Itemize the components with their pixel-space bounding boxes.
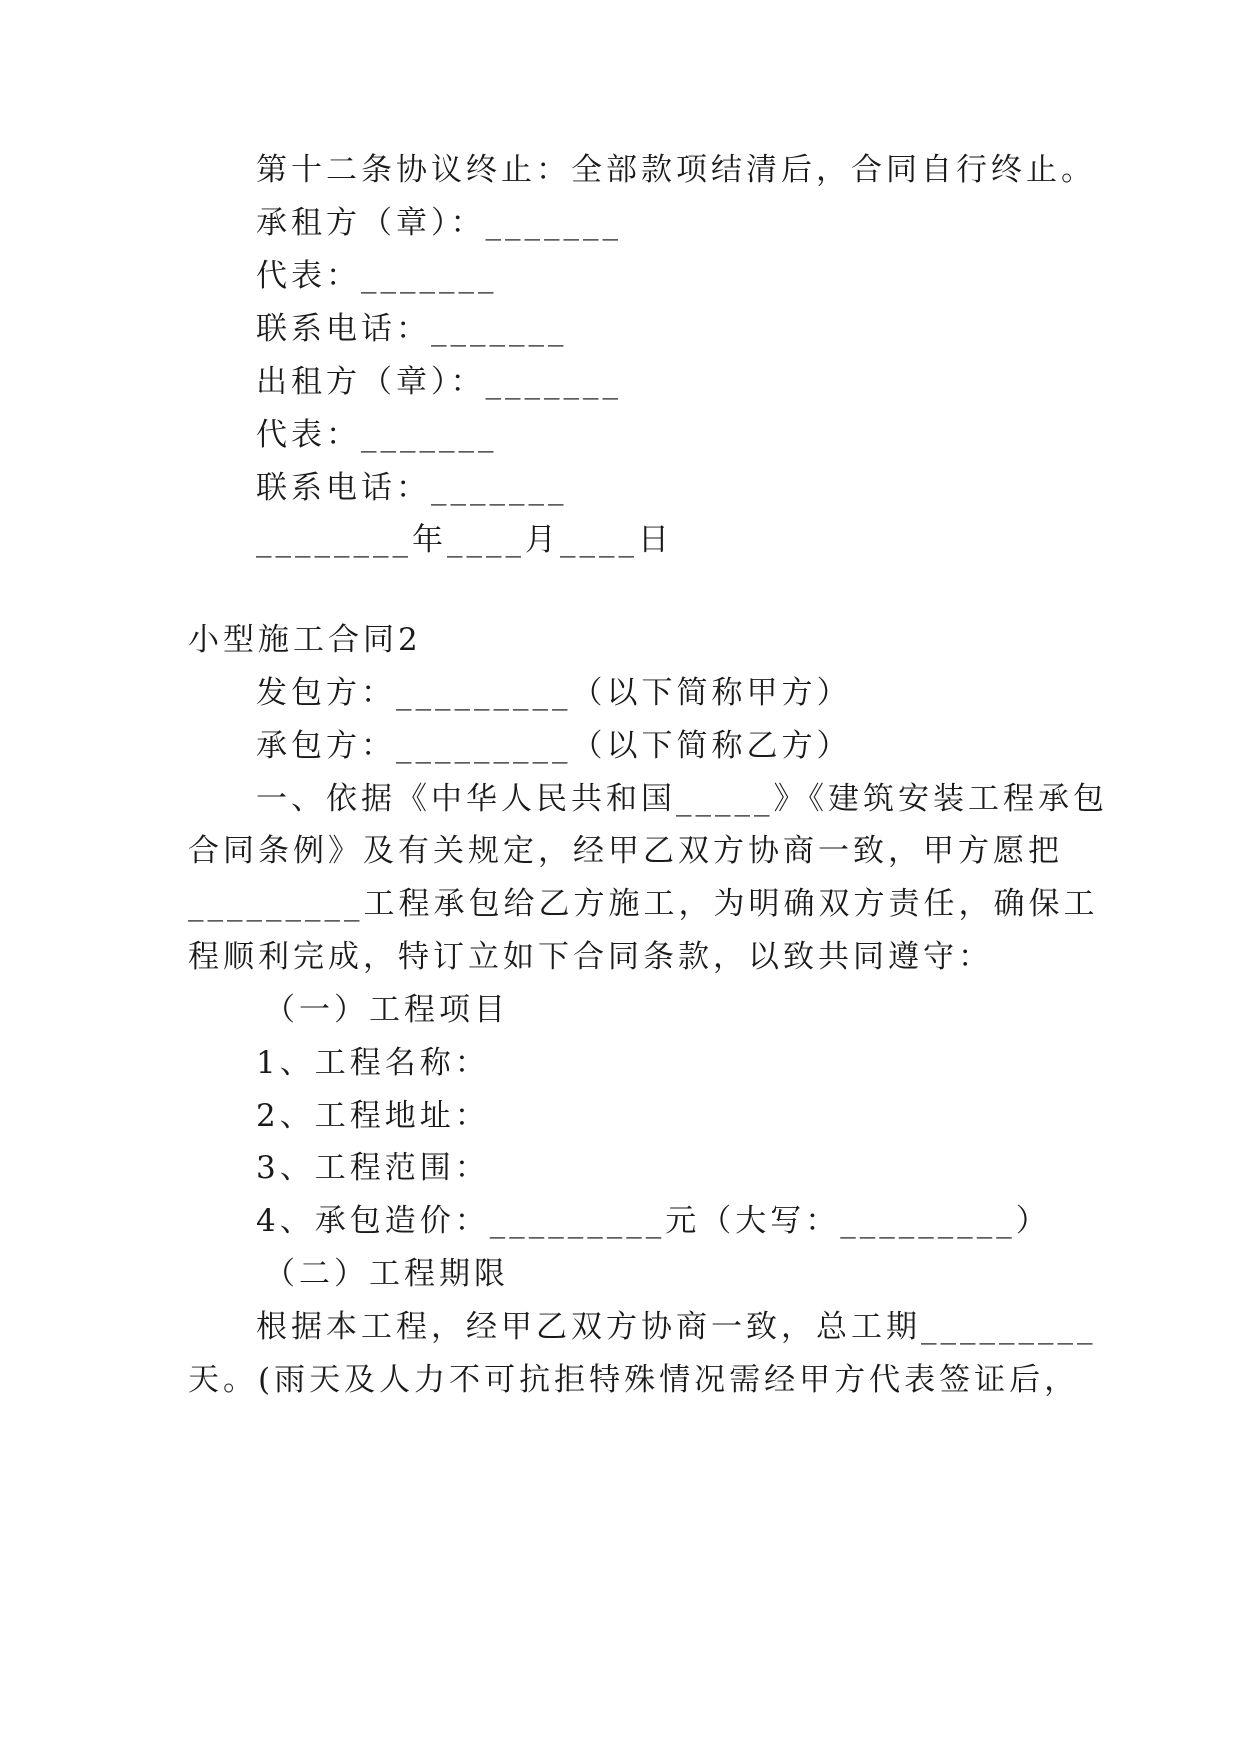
clause-1-line-2: 合同条例》及有关规定，经甲乙双方协商一致，甲方愿把 (188, 833, 1063, 869)
lessor-phone-line: 联系电话：_______ (256, 470, 568, 506)
employer-line: 发包方：_________（以下简称甲方） (256, 675, 852, 711)
clause-1-line-4: 程顺利完成，特订立如下合同条款，以致共同遵守： (188, 939, 993, 975)
project-item-address: 2、工程地址： (256, 1098, 490, 1134)
period-line-2: 天。(雨天及人力不可抗拒特殊情况需经甲方代表签证后， (188, 1362, 1080, 1398)
project-item-scope: 3、工程范围： (256, 1150, 490, 1186)
clause-1-line-1: 一、依据《中华人民共和国_____》《建筑安装工程承包 (256, 781, 1108, 817)
lessee-phone-line: 联系电话：_______ (256, 311, 568, 347)
lessee-seal-line: 承租方（章）：_______ (256, 205, 622, 241)
article-12-termination: 第十二条协议终止：全部款项结清后，合同自行终止。 (256, 152, 1096, 188)
project-item-name: 1、工程名称： (256, 1045, 490, 1081)
contract-title: 小型施工合同2 (188, 622, 422, 658)
lessor-representative-line: 代表：_______ (256, 417, 498, 453)
contractor-line: 承包方：_________（以下简称乙方） (256, 728, 852, 764)
period-heading: （二）工程期限 (264, 1256, 509, 1292)
project-heading: （一）工程项目 (264, 992, 509, 1028)
period-line-1: 根据本工程，经甲乙双方协商一致，总工期_________ (256, 1309, 1097, 1345)
date-line: ________年____月____日 (256, 522, 673, 558)
clause-1-line-3: _________工程承包给乙方施工，为明确双方责任，确保工 (188, 886, 1099, 922)
lessee-representative-line: 代表：_______ (256, 258, 498, 294)
project-item-price: 4、承包造价：_________元（大写：_________） (256, 1203, 1051, 1239)
lessor-seal-line: 出租方（章）：_______ (256, 364, 622, 400)
